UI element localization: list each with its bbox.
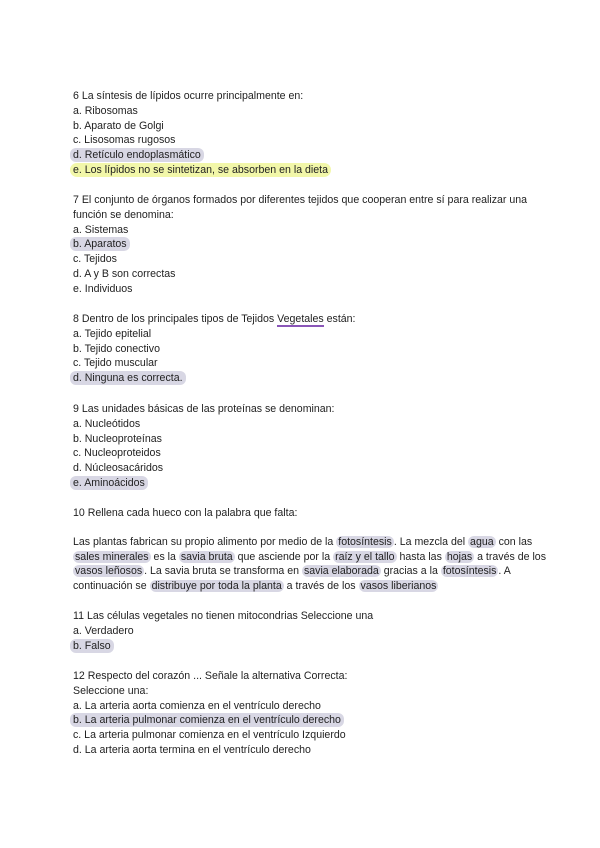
answer-agua: agua	[470, 535, 494, 548]
option-9e: e. Aminoácidos	[70, 476, 148, 490]
paragraph-text: . La mezcla del	[393, 535, 469, 548]
option-6e-highlighted: e. Los lípidos no se sintetizan, se absorben en la dieta	[70, 163, 331, 177]
question-10	[73, 506, 551, 594]
question-8-prompt-end: están:	[323, 313, 356, 325]
question-12-prompt-line-1: 12 Respecto del corazón ... Señale la alternativa Correcta:	[73, 670, 348, 682]
question-9-prompt: 9 Las unidades básicas de las proteínas se denominan:	[73, 403, 335, 415]
option-6c: c. Lisosomas rugosos	[73, 134, 176, 147]
option-7d: d. A y B son correctas	[73, 267, 176, 280]
option-6a: a. Ribosomas	[73, 104, 138, 117]
answer-savia-bruta: savia bruta	[180, 550, 233, 563]
paragraph-text: . La savia bruta se transforma en	[144, 565, 302, 578]
answer-vasos-liberianos: vasos liberianos	[360, 580, 437, 593]
option-8a: a. Tejido epitelial	[73, 327, 152, 340]
option-8d: d. Ninguna es correcta.	[70, 371, 186, 385]
question-9	[73, 402, 335, 491]
option-12b: b. La arteria pulmonar comienza en el ventrículo derecho	[70, 713, 344, 727]
fill-in-paragraph	[73, 535, 551, 594]
option-12c: c. La arteria pulmonar comienza en el ventrículo Izquierdo	[73, 729, 346, 742]
answer-fotosintesis-2: fotosíntesis	[442, 565, 497, 578]
question-7	[73, 193, 527, 297]
paragraph-text: gracias a la	[380, 565, 441, 578]
answer-hojas: hojas	[446, 550, 473, 563]
question-10-prompt: 10 Rellena cada hueco con la palabra que falta:	[73, 507, 298, 519]
question-12-prompt-line-2: Seleccione una:	[73, 684, 149, 697]
question-7-prompt-line-1: 7 El conjunto de órganos formados por diferentes tejidos que cooperan entre sí para realizar una	[73, 194, 528, 206]
underlined-word: Vegetales	[277, 313, 324, 325]
option-6b: b. Aparato de Golgi	[73, 119, 164, 132]
answer-sales-minerales: sales minerales	[75, 550, 149, 563]
question-12	[73, 669, 347, 758]
paragraph-text: Las plantas fabrican su propio alimento por medio de la	[73, 535, 337, 548]
option-11b: b. Falso	[70, 639, 114, 653]
paragraph-text: a través de los	[283, 580, 359, 593]
question-7-prompt-line-2: función se denomina:	[73, 208, 174, 221]
paragraph-text: . A continuación se	[73, 565, 511, 593]
option-8b: b. Tejido conectivo	[73, 342, 160, 355]
question-8-prompt	[73, 312, 356, 327]
answer-savia-elaborada: savia elaborada	[303, 565, 379, 578]
question-8	[73, 312, 356, 386]
answer-distribuye: distribuye por toda la planta	[151, 580, 282, 593]
option-7a: a. Sistemas	[73, 223, 129, 236]
question-8-prompt-start: 8 Dentro de los principales tipos de Tejidos	[73, 313, 278, 325]
option-12d: d. La arteria aorta termina en el ventrículo derecho	[73, 743, 311, 756]
question-11-prompt: 11 Las células vegetales no tienen mitocondrias Seleccione una	[73, 610, 374, 622]
option-7e: e. Individuos	[73, 282, 133, 295]
option-9b: b. Nucleoproteínas	[73, 432, 162, 445]
paragraph-text: con las	[495, 535, 533, 548]
paragraph-text: que asciende por la	[234, 550, 334, 563]
paragraph-text: es la	[150, 550, 179, 563]
question-6-prompt: 6 La síntesis de lípidos ocurre principalmente en:	[73, 90, 304, 102]
option-9d: d. Núcleosacáridos	[73, 462, 164, 475]
question-11	[73, 609, 373, 653]
answer-raiz-tallo: raíz y el tallo	[335, 550, 395, 563]
option-9a: a. Nucleótidos	[73, 417, 141, 430]
option-6d: d. Retículo endoplasmático	[70, 148, 204, 162]
question-6	[73, 89, 331, 178]
option-8c: c. Tejido muscular	[73, 357, 158, 370]
option-7b: b. Aparatos	[70, 237, 130, 251]
option-7c: c. Tejidos	[73, 253, 117, 266]
option-11a: a. Verdadero	[73, 624, 134, 637]
option-9c: c. Nucleoproteidos	[73, 447, 161, 460]
paragraph-text: a través de los	[474, 550, 546, 563]
option-12a: a. La arteria aorta comienza en el ventrículo derecho	[73, 699, 321, 712]
answer-fotosintesis: fotosíntesis	[338, 535, 392, 548]
paragraph-text: hasta las	[396, 550, 445, 563]
answer-vasos-lenosos: vasos leñosos	[75, 565, 143, 578]
